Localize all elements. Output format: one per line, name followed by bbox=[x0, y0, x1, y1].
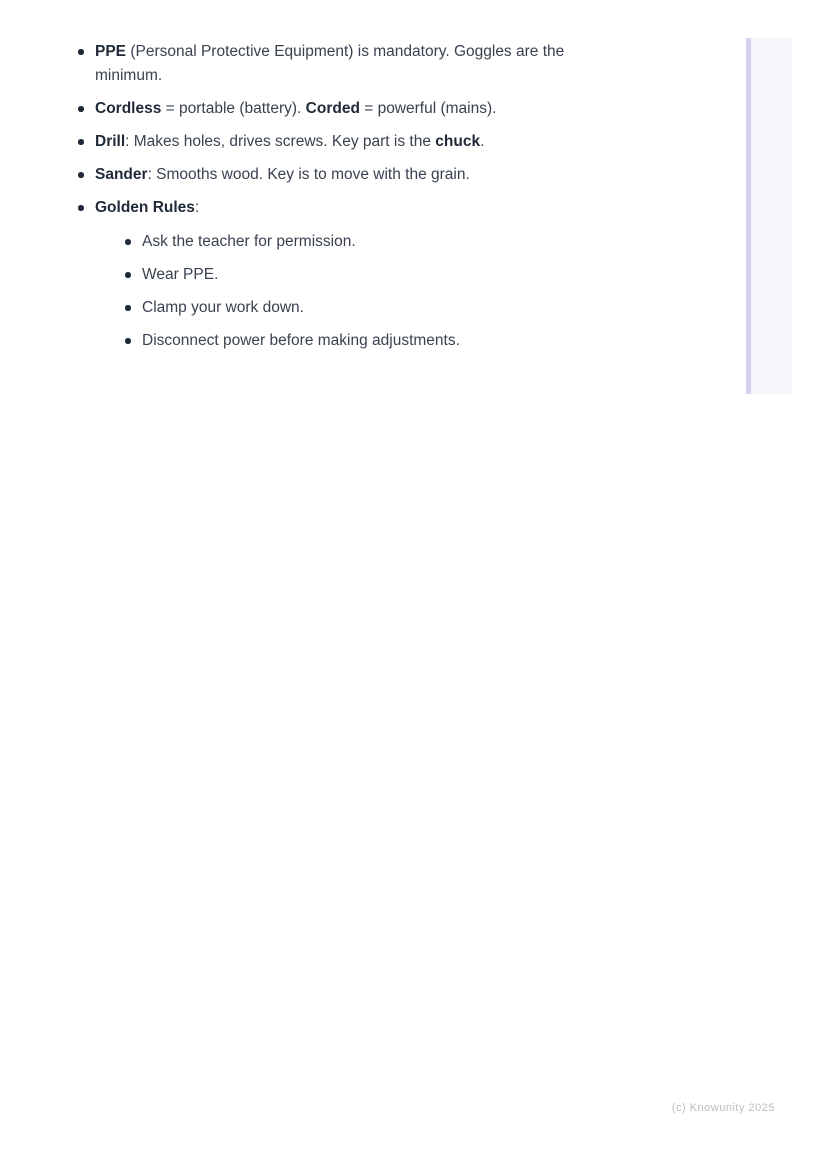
list-item bbox=[73, 130, 585, 154]
sub-list bbox=[120, 230, 585, 353]
text-segment: = powerful (mains). bbox=[359, 100, 497, 117]
notes-list bbox=[73, 40, 585, 362]
term-bold: Golden Rules bbox=[95, 199, 195, 216]
term-bold: Sander bbox=[95, 166, 148, 183]
term-bold: PPE bbox=[95, 43, 127, 60]
list-item-text bbox=[95, 100, 496, 117]
text-segment: : bbox=[194, 199, 200, 216]
text-segment: = portable (battery). bbox=[161, 100, 306, 117]
list-item-text bbox=[95, 43, 564, 84]
term-bold: chuck bbox=[435, 133, 481, 150]
sub-list-item: Clamp your work down. bbox=[120, 296, 585, 320]
side-panel-fragment bbox=[746, 38, 792, 394]
copyright-footer: (c) Knowunity 2025 bbox=[671, 1102, 775, 1114]
term-bold: Drill bbox=[95, 133, 126, 150]
sub-list-item: Ask the teacher for permission. bbox=[120, 230, 585, 254]
sub-list-item: Disconnect power before making adjustments. bbox=[120, 329, 585, 353]
text-segment: : Smooths wood. Key is to move with the grain. bbox=[147, 166, 470, 183]
list-item bbox=[73, 163, 585, 187]
list-item-text bbox=[95, 133, 484, 150]
text-segment: . bbox=[480, 133, 485, 150]
text-segment: : Makes holes, drives screws. Key part is the bbox=[125, 133, 436, 150]
term-bold: Corded bbox=[305, 100, 360, 117]
list-item bbox=[73, 196, 585, 353]
term-bold: Cordless bbox=[95, 100, 162, 117]
sub-list-item: Wear PPE. bbox=[120, 263, 585, 287]
list-item bbox=[73, 97, 585, 121]
list-item-text bbox=[95, 199, 199, 216]
text-segment: (Personal Protective Equipment) is mandatory. Goggles are the minimum. bbox=[95, 43, 565, 84]
list-item-text bbox=[95, 166, 470, 183]
list-item bbox=[73, 40, 585, 88]
